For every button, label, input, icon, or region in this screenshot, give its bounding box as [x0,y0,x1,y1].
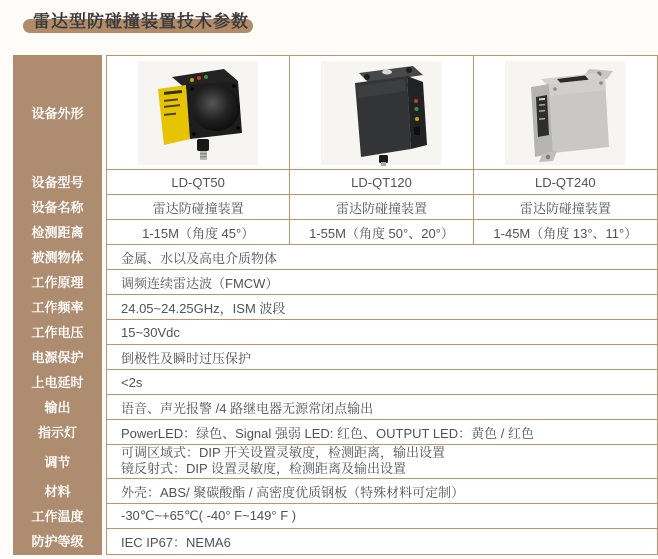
name-qt50: 雷达防碰撞装置 [107,195,290,219]
output-value: 语音、声光报警 /4 路继电器无源常闭点输出 [107,395,657,419]
voltage-row [107,320,657,345]
voltage-value: 15~30Vdc [107,320,657,344]
distance-qt50: 1-15M（角度 45°） [107,220,290,244]
device-images-row [107,56,657,170]
row-label-voltage: 工作电压 [31,325,84,340]
adjust-line-1: 可调区域式：DIP 开关设置灵敏度，检测距离，输出设置 [121,445,446,460]
spec-content [106,55,658,555]
page-title [33,7,249,32]
model-qt50: LD-QT50 [107,170,290,194]
device-image-qt120 [317,59,445,167]
page-title-text: 雷达型防碰撞装置技术参数 [33,12,249,31]
distance-qt240: 1-45M（角度 13°、11°） [474,220,657,244]
object-value: 金属、水以及高电介质物体 [107,245,657,269]
indicator-row [107,420,657,445]
row-label-distance: 检测距离 [31,225,84,240]
adjust-value [107,445,657,478]
temperature-value: -30℃~+65℃( -40° F~149° F ) [107,504,657,528]
row-label-object: 被测物体 [31,250,84,265]
model-qt120: LD-QT120 [290,170,473,194]
distance-row [107,220,657,245]
row-label-frequency: 工作频率 [31,300,84,315]
adjust-row [107,445,657,479]
device-image-cell-qt50 [107,56,290,169]
object-row [107,245,657,270]
principle-row [107,270,657,295]
model-qt240: LD-QT240 [474,170,657,194]
row-label-column [13,55,102,555]
row-label-model: 设备型号 [31,175,84,190]
name-row [107,195,657,220]
row-label-delay: 上电延时 [31,375,84,390]
delay-value: <2s [107,370,657,394]
rating-value: IEC IP67：NEMA6 [107,529,657,554]
row-label-rating: 防护等级 [31,534,84,549]
device-image-qt50 [134,59,262,167]
row-label-appearance: 设备外形 [31,105,84,121]
name-qt120: 雷达防碰撞装置 [290,195,473,219]
row-label-material: 材料 [44,484,71,499]
row-label-name: 设备名称 [31,200,84,215]
distance-qt120: 1-55M（角度 50°、20°） [290,220,473,244]
temperature-row [107,504,657,529]
frequency-row [107,295,657,320]
indicator-value: PowerLED：绿色、Signal 强弱 LED: 红色、OUTPUT LED：黄色 / 红色 [107,420,657,444]
device-image-cell-qt240 [474,56,657,169]
output-row [107,395,657,420]
spec-table [13,55,658,555]
delay-row [107,370,657,395]
protection-value: 倒极性及瞬时过压保护 [107,345,657,369]
device-image-qt240 [501,59,629,167]
row-label-adjust: 调节 [44,454,71,470]
name-qt240: 雷达防碰撞装置 [474,195,657,219]
row-label-output: 输出 [44,400,71,415]
row-label-temperature: 工作温度 [31,509,84,524]
frequency-value: 24.05~24.25GHz，ISM 波段 [107,295,657,319]
rating-row [107,529,657,554]
device-image-cell-qt120 [290,56,473,169]
row-label-principle: 工作原理 [31,275,84,290]
row-label-protection: 电源保护 [31,350,84,365]
material-value: 外壳：ABS/ 聚碳酸酯 / 高密度优质钢板（特殊材料可定制） [107,479,657,503]
model-row [107,170,657,195]
protection-row [107,345,657,370]
adjust-line-2: 镜反射式：DIP 设置灵敏度，检测距离及输出设置 [121,461,407,476]
row-label-indicator: 指示灯 [37,425,77,440]
principle-value: 调频连续雷达波（FMCW） [107,270,657,294]
material-row [107,479,657,504]
